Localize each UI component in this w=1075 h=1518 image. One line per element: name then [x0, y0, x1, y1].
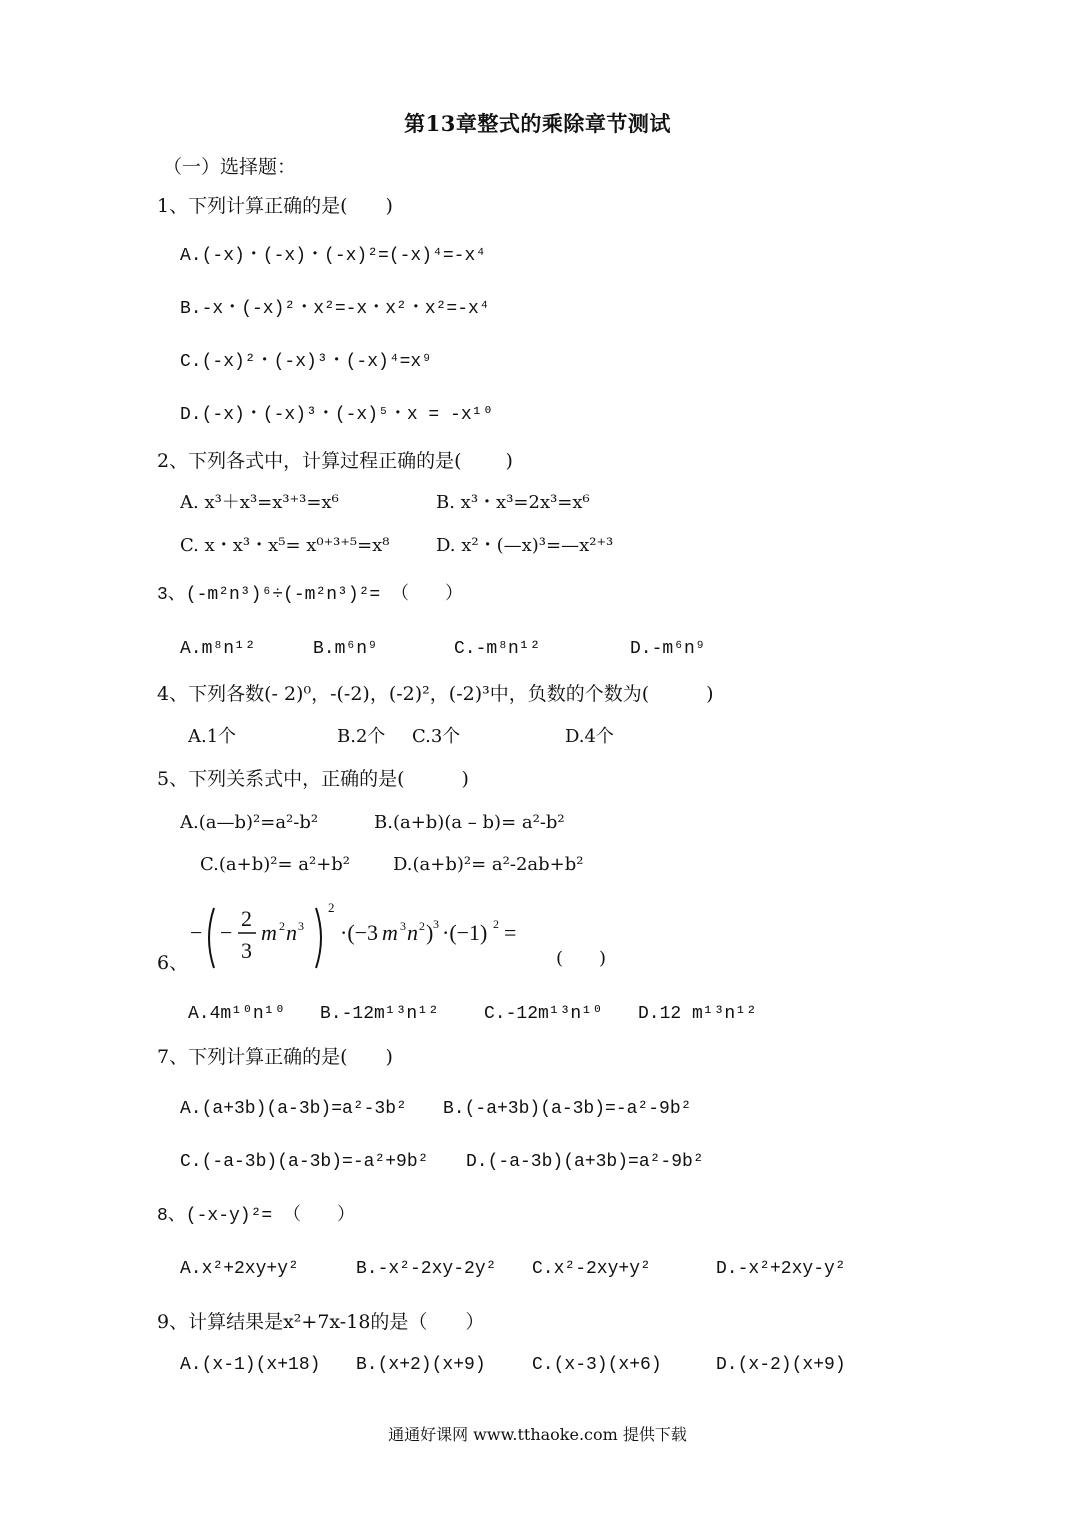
question-9-option-d: D.(x-2)(x+9) — [716, 1355, 846, 1375]
question-2-stem: 2、下列各式中，计算过程正确的是( ) — [157, 450, 513, 472]
section-heading: （一）选择题： — [163, 156, 297, 178]
question-4-stem: 4、下列各数(- 2)⁰，-(-2)，(-2)²，(-2)³中，负数的个数为( ) — [157, 683, 714, 705]
question-6-option-b: B.-12m¹³n¹² — [320, 1004, 439, 1024]
question-6-option-d: D.12 m¹³n¹² — [638, 1004, 757, 1024]
svg-text:2: 2 — [241, 906, 252, 931]
question-9-stem: 9、计算结果是x²+7x-18的是（ ） — [157, 1311, 485, 1333]
svg-text:2: 2 — [328, 900, 335, 915]
question-6-number: 6、 — [157, 952, 189, 974]
question-1-option-b: B.-x・(-x)²・x²=-x・x²・x²=-x⁴ — [180, 299, 490, 319]
question-4-option-c: C.3个 — [412, 726, 461, 747]
question-2-option-a: A. x³＋x³=x³⁺³=x⁶ — [180, 492, 339, 513]
question-7-option-d: D.(-a-3b)(a+3b)=a²-9b² — [466, 1152, 704, 1172]
svg-text:=: = — [504, 920, 517, 945]
question-7-option-c: C.(-a-3b)(a-3b)=-a²+9b² — [180, 1152, 429, 1172]
question-1-stem: 1、下列计算正确的是( ) — [157, 195, 393, 217]
question-4-option-b: B.2个 — [337, 726, 386, 747]
svg-text:3: 3 — [433, 917, 439, 931]
question-9-option-a: A.(x-1)(x+18) — [180, 1355, 321, 1375]
svg-text:3: 3 — [241, 938, 252, 963]
svg-text:−: − — [190, 920, 203, 945]
question-6-answer-parens: ( ) — [556, 948, 607, 969]
page-title: 第13章整式的乘除章节测试 — [404, 111, 671, 136]
svg-text:−: − — [220, 920, 233, 945]
question-2-option-b: B. x³・x³=2x³=x⁶ — [436, 492, 590, 513]
svg-text:·(−1): ·(−1) — [442, 920, 488, 945]
svg-text:·(−3: ·(−3 — [340, 920, 379, 945]
question-1-option-c: C.(-x)²・(-x)³・(-x)⁴=x⁹ — [180, 352, 433, 372]
question-5-option-a: A.(a—b)²=a²-b² — [180, 812, 319, 833]
question-5-stem: 5、下列关系式中，正确的是( ) — [157, 768, 469, 790]
question-5-option-b: B.(a+b)(a – b)= a²-b² — [374, 812, 565, 833]
question-3-option-c: C.-m⁸n¹² — [454, 639, 541, 659]
question-6-formula — [190, 898, 570, 978]
svg-text:2: 2 — [419, 919, 425, 933]
svg-text:n: n — [286, 920, 297, 945]
question-3-option-a: A.m⁸n¹² — [180, 639, 256, 659]
question-7-option-a: A.(a+3b)(a-3b)=a²-3b² — [180, 1099, 407, 1119]
question-1-option-a: A.(-x)・(-x)・(-x)²=(-x)⁴=-x⁴ — [180, 246, 487, 266]
question-4-option-a: A.1个 — [188, 726, 237, 747]
question-7-option-b: B.(-a+3b)(a-3b)=-a²-9b² — [443, 1099, 692, 1119]
question-1-option-d: D.(-x)・(-x)³・(-x)⁵・x = -x¹⁰ — [180, 405, 494, 425]
svg-text:m: m — [261, 920, 277, 945]
page-footer: 通通好课网 www.tthaoke.com 提供下载 — [388, 1425, 687, 1444]
question-6-option-c: C.-12m¹³n¹⁰ — [484, 1004, 603, 1024]
question-9-option-c: C.(x-3)(x+6) — [532, 1355, 662, 1375]
question-8-option-d: D.-x²+2xy-y² — [716, 1259, 846, 1279]
question-5-option-d: D.(a+b)²= a²-2ab+b² — [393, 854, 584, 875]
svg-text:m: m — [382, 920, 398, 945]
question-7-stem: 7、下列计算正确的是( ) — [157, 1046, 393, 1068]
question-6-option-a: A.4m¹⁰n¹⁰ — [188, 1004, 286, 1024]
svg-text:3: 3 — [400, 919, 406, 933]
question-2-option-d: D. x²・(—x)³=—x²⁺³ — [436, 535, 614, 556]
question-5-option-c: C.(a+b)²= a²+b² — [200, 854, 351, 875]
svg-text:3: 3 — [298, 919, 304, 933]
question-3-option-b: B.m⁶n⁹ — [313, 639, 378, 659]
question-8-option-c: C.x²-2xy+y² — [532, 1259, 651, 1279]
svg-text:2: 2 — [493, 917, 499, 931]
question-9-option-b: B.(x+2)(x+9) — [356, 1355, 486, 1375]
question-4-option-d: D.4个 — [565, 726, 614, 747]
question-3-stem: 3、(-m²n³)⁶÷(-m²n³)²= （ ） — [157, 585, 464, 605]
svg-text:): ) — [426, 920, 434, 945]
question-3-option-d: D.-m⁶n⁹ — [630, 639, 706, 659]
question-8-option-a: A.x²+2xy+y² — [180, 1259, 299, 1279]
svg-text:2: 2 — [279, 919, 285, 933]
question-8-stem: 8、(-x-y)²= （ ） — [157, 1206, 356, 1226]
question-8-option-b: B.-x²-2xy-2y² — [356, 1259, 497, 1279]
question-2-option-c: C. x・x³・x⁵= x⁰⁺³⁺⁵=x⁸ — [180, 535, 390, 556]
svg-text:n: n — [407, 920, 418, 945]
